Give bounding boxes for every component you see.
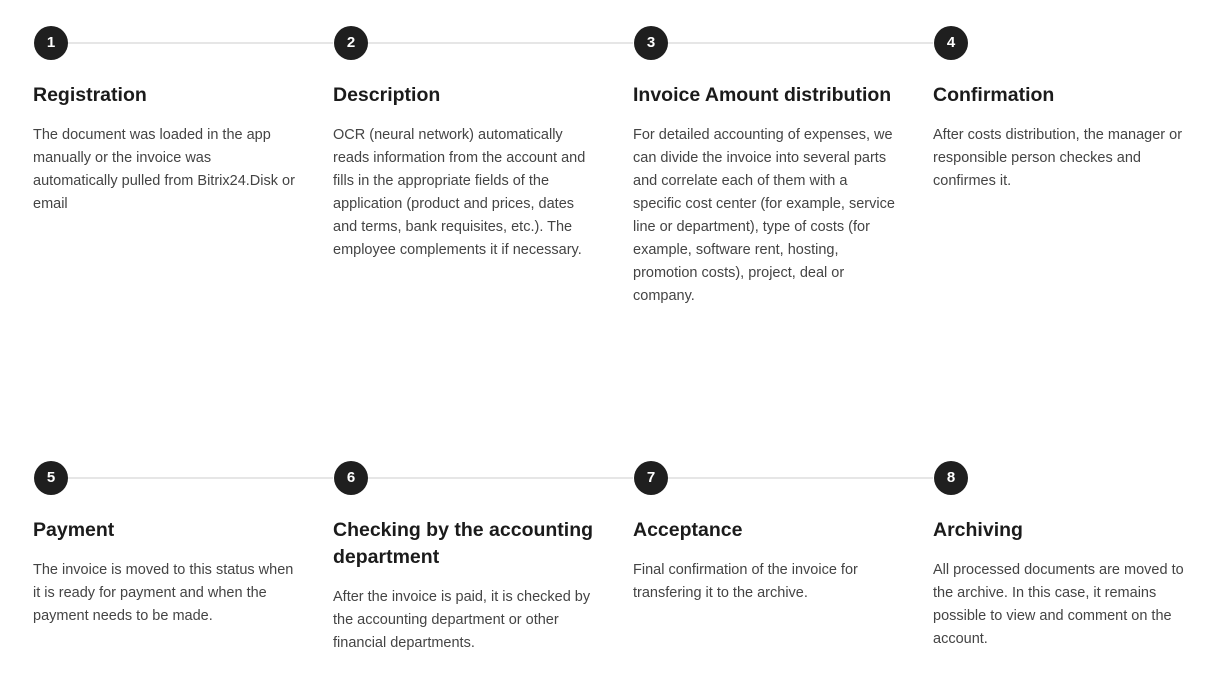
step-description: For detailed accounting of expenses, we can divide the invoice into several parts and correlate each of them with a specific cost center (for example, service line or department), type of costs (for example, software rent, hosting, promotion costs), project, deal or company.	[633, 127, 895, 304]
step-title: Payment	[33, 519, 115, 541]
step-description: All processed documents are moved to the archive. In this case, it remains possible to view and comment on the account.	[933, 562, 1184, 647]
connector-line	[667, 477, 933, 479]
step-description: After the invoice is paid, it is checked by the accounting department or other financial departments.	[333, 589, 591, 651]
step-number-badge: 5	[34, 461, 68, 495]
step-description: The invoice is moved to this status when it is ready for payment and when the payment needs to be made.	[33, 562, 294, 624]
step-number-badge: 1	[34, 26, 68, 60]
step-number-badge: 6	[334, 461, 368, 495]
steps-row-2	[33, 461, 1214, 678]
step-description: After costs distribution, the manager or responsible person checkes and confirmes it.	[933, 127, 1183, 189]
step-number-badge: 3	[634, 26, 668, 60]
step-number-badge: 7	[634, 461, 668, 495]
connector-line	[367, 42, 633, 44]
connector-line	[67, 477, 333, 479]
step-title: Registration	[33, 84, 147, 106]
step-number-badge: 8	[934, 461, 968, 495]
step-title: Archiving	[933, 519, 1023, 541]
step-description: The document was loaded in the app manually or the invoice was automatically pulled from Bitrix24.Disk or email	[33, 127, 295, 212]
step-number-badge: 2	[334, 26, 368, 60]
connector-line	[67, 42, 333, 44]
connector-line	[667, 42, 933, 44]
step-description: OCR (neural network) automatically reads information from the account and fills in the appropriate fields of the application (product and prices, dates and terms, bank requisites, etc.). The employee complements it if necessary.	[333, 127, 586, 258]
step-description: Final confirmation of the invoice for transfering it to the archive.	[633, 562, 858, 601]
step-title: Invoice Amount distribution	[633, 84, 892, 106]
step-title: Confirmation	[933, 84, 1055, 106]
step-title: Description	[333, 84, 441, 106]
step-title: Checking by the accounting department	[333, 519, 594, 568]
connector-line	[367, 477, 633, 479]
steps-row-1	[33, 26, 1214, 304]
step-number-badge: 4	[934, 26, 968, 60]
step-title: Acceptance	[633, 519, 743, 541]
